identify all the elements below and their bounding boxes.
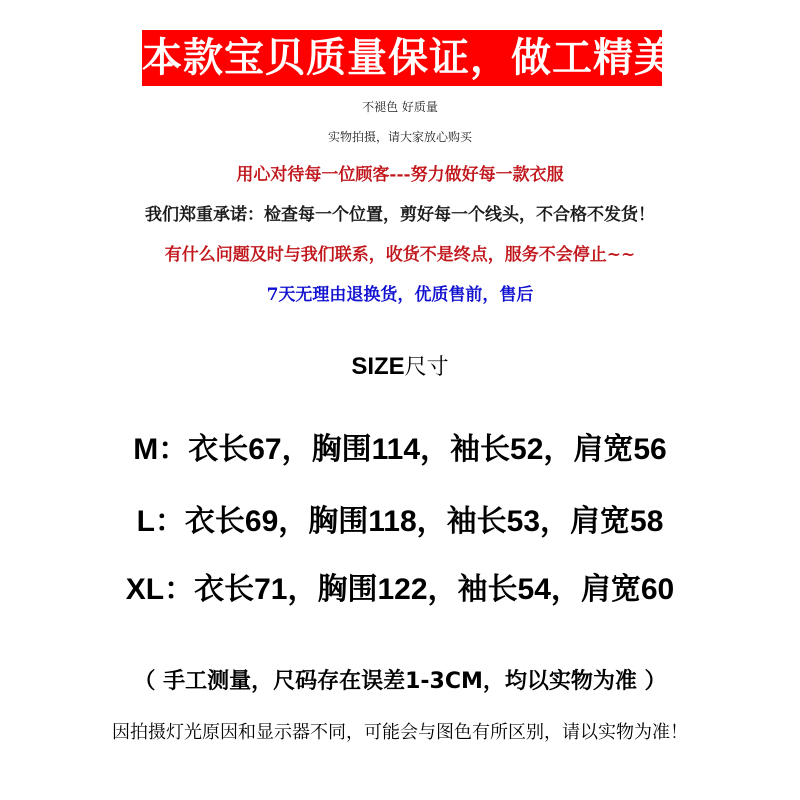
size-title [0,350,800,381]
promise-service: 有什么问题及时与我们联系，收货不是终点，服务不会停止~~ [164,245,636,265]
promise-return-policy: 7天无理由退换货，优质售前，售后 [266,285,534,305]
tagline-no-fade: 不褪色 好质量 [362,100,438,114]
banner-quality-guarantee: 本款宝贝质量保证，做工精美 [142,30,662,86]
measurement-note: （ 手工测量，尺码存在误差1-3CM，均以实物为准 ） [133,669,667,694]
size-row-xl: XL：衣长71，胸围122，袖长54，肩宽60 [125,573,675,606]
size-title-cjk: 尺寸 [404,355,449,380]
color-disclaimer: 因拍摄灯光原因和显示器不同，可能会与图色有所区别，请以实物为准！ [112,722,688,743]
promise-quality-check: 我们郑重承诺：检查每一个位置，剪好每一个线头，不合格不发货！ [145,205,655,225]
size-row-l: L：衣长69，胸围118，袖长53，肩宽58 [136,505,664,538]
tagline-real-photo: 实物拍摄，请大家放心购买 [327,130,472,144]
size-title-latin: SIZE [351,353,405,380]
size-row-m: M：衣长67，胸围114，袖长52，肩宽56 [133,433,667,466]
promise-customer-care: 用心对待每一位顾客---努力做好每一款衣服 [236,165,564,185]
